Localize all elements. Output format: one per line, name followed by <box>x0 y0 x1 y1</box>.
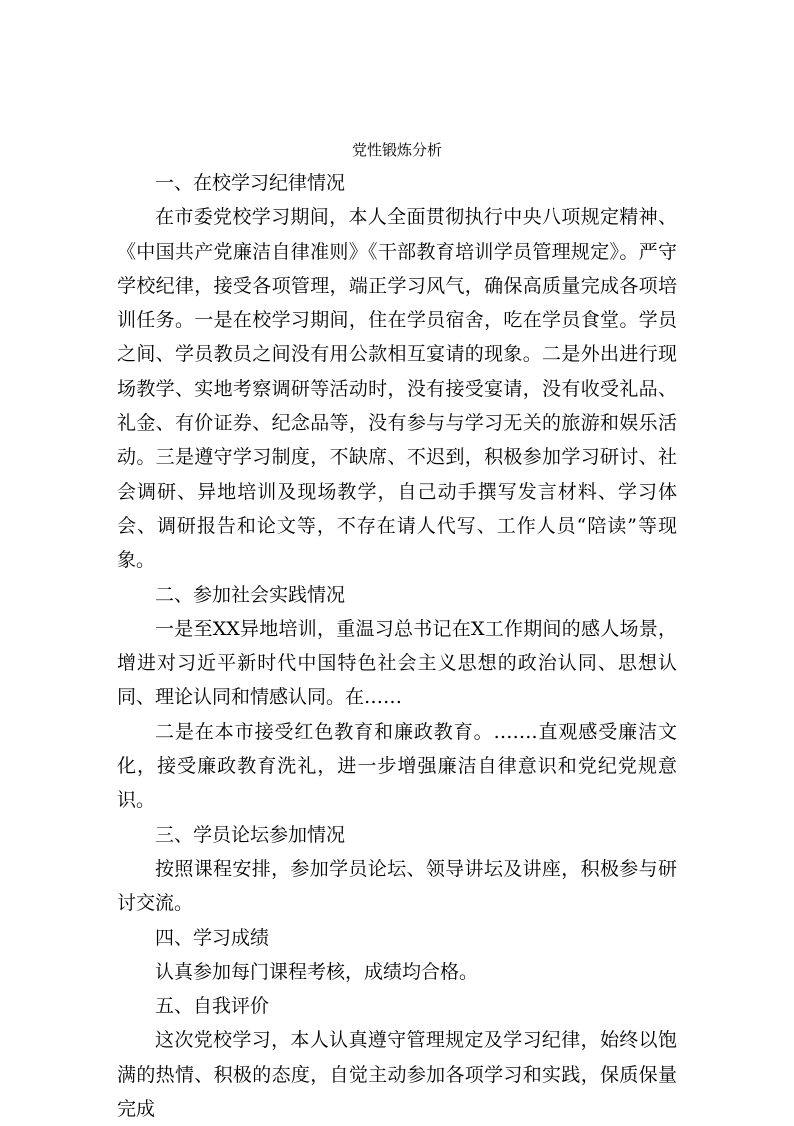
section-heading: 五、自我评价 <box>155 995 270 1018</box>
paragraph: 这次党校学习，本人认真遵守管理规定及学习纪律，始终以饱满的热情、积极的态度，自觉主动参加各项学习和实践，保质保量完成 <box>117 1029 677 1121</box>
document-title: 党性锻炼分析 <box>351 141 442 159</box>
paragraph: 认真参加每门课程考核，成绩均合格。 <box>155 960 479 983</box>
paragraph: 按照课程安排，参加学员论坛、领导讲坛及讲座，积极参与研讨交流。 <box>117 857 677 915</box>
section-heading: 三、学员论坛参加情况 <box>155 823 346 846</box>
section-heading: 二、参加社会实践情况 <box>155 583 346 606</box>
paragraph: 二是在本市接受红色教育和廉政教育。…….直观感受廉洁文化，接受廉政教育洗礼，进一步增强廉洁自律意识和党纪党规意识。 <box>117 720 677 812</box>
section-heading: 四、学习成绩 <box>155 926 270 949</box>
paragraph: 在市委党校学习期间，本人全面贯彻执行中央八项规定精神、《中国共产党廉洁自律准则》《干部教育培训学员管理规定》。严守学校纪律，接受各项管理，端正学习风气，确保高质量完成各项培训任务。一是在校学习期间，住在学员宿舍，吃在学员食堂。学员之间、学员教员之间没有用公款相互宴请的现象。二是外出进行现场教学、实地考察调研等活动时，没有接受宴请，没有收受礼品、礼金、有价证券、纪念品等，没有参与与学习无关的旅游和娱乐活动。三是遵守学习制度，不缺席、不迟到，积极参加学习研讨、社会调研、异地培训及现场教学，自己动手撰写发言材料、学习体会、调研报告和论文等，不存在请人代写、工作人员“陪读”等现象。 <box>117 206 677 572</box>
document-body <box>117 166 677 1126</box>
section-heading: 一、在校学习纪律情况 <box>155 172 346 194</box>
paragraph: 一是至XX异地培训，重温习总书记在X工作期间的感人场景，增进对习近平新时代中国特色社会主义思想的政治认同、思想认同、理论认同和情感认同。在…… <box>117 617 677 709</box>
